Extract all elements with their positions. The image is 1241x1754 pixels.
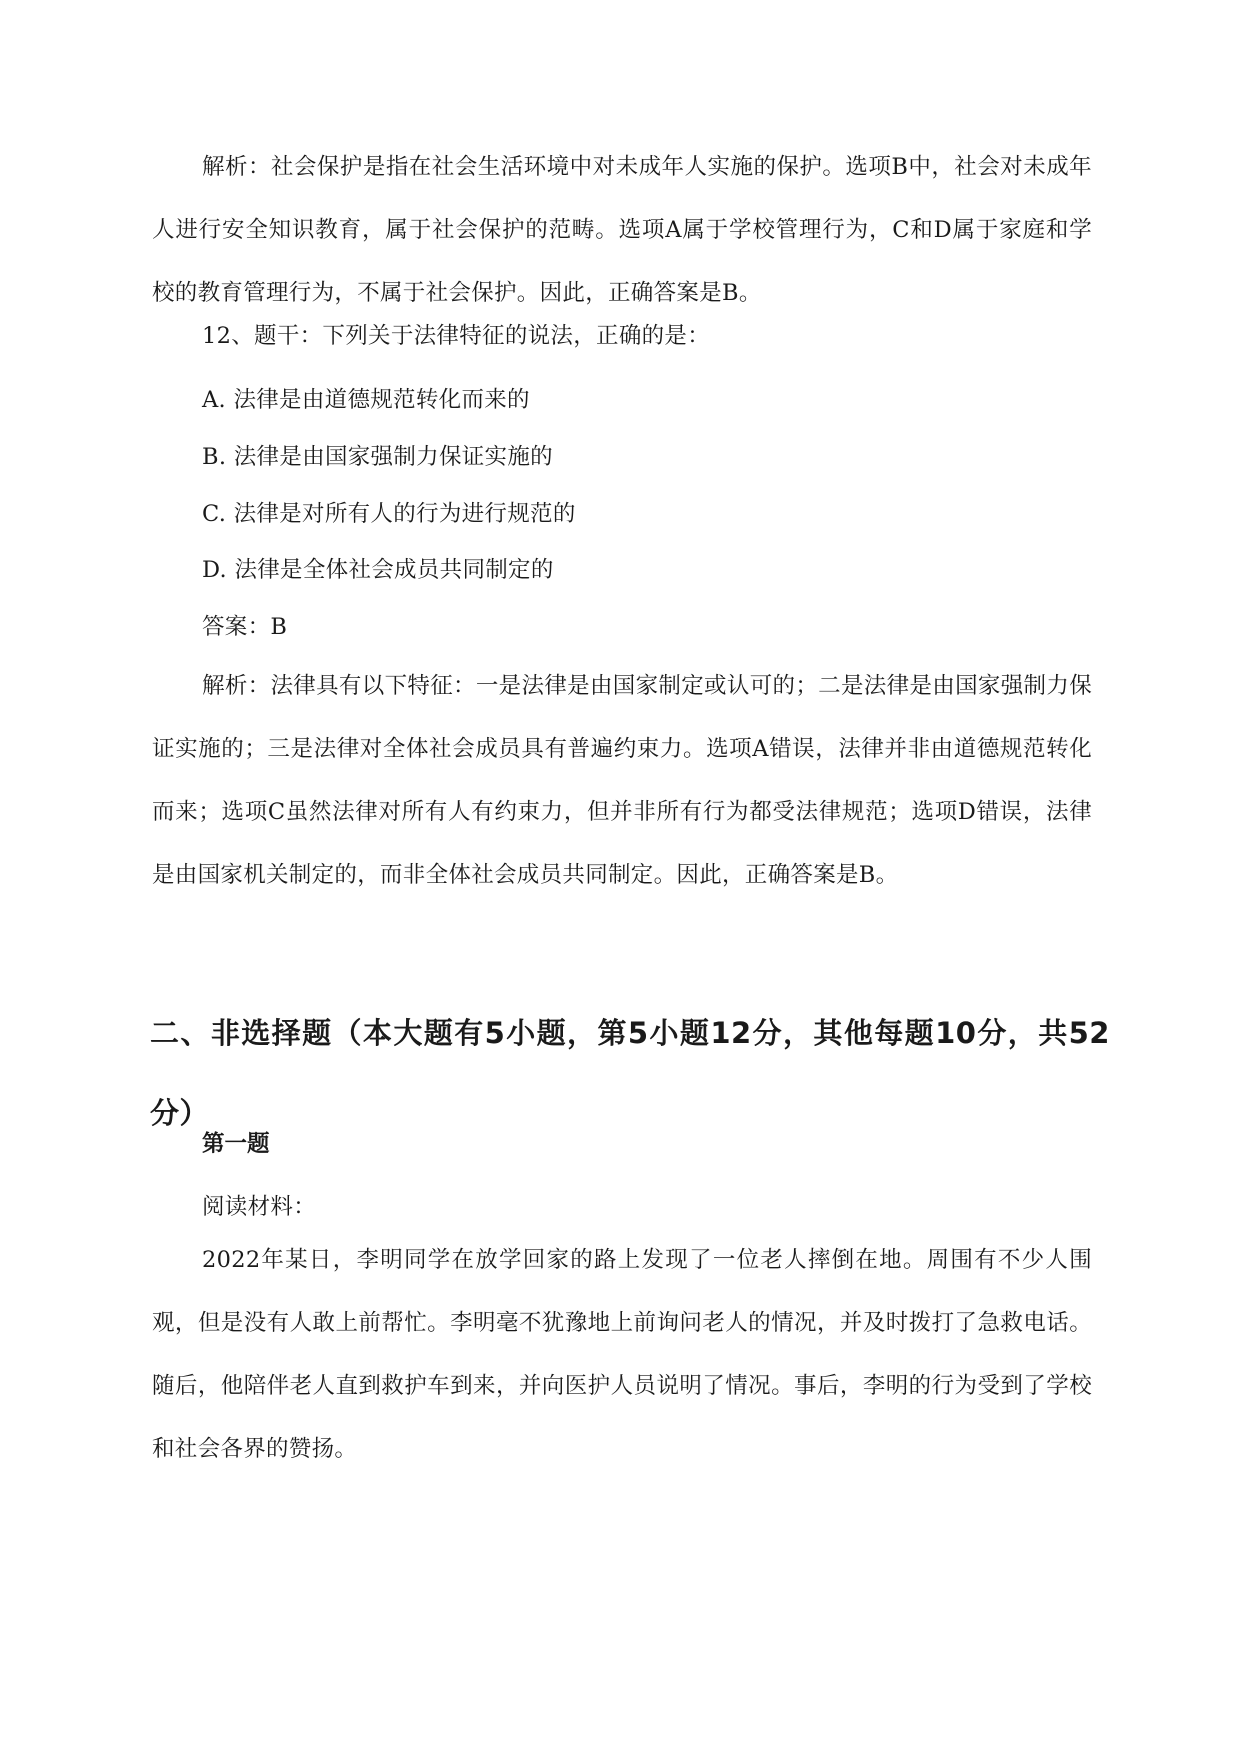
previous-analysis-paragraph: 解析：社会保护是指在社会生活环境中对未成年人实施的保护。选项B中，社会对未成年人进行安全知识教育，属于社会保护的范畴。选项A属于学校管理行为，C和D属于家庭和学校的教育管理行为，不属于社会保护。因此，正确答案是B。 [152,154,1092,306]
option-b: B. 法律是由国家强制力保证实施的 [202,444,553,470]
option-c: C. 法律是对所有人的行为进行规范的 [202,501,576,527]
material-label: 阅读材料： [202,1194,317,1220]
option-d: D. 法律是全体社会成员共同制定的 [202,557,554,583]
question-12-analysis: 解析：法律具有以下特征：一是法律是由国家制定或认可的；二是法律是由国家强制力保证实施的；三是法律对全体社会成员具有普遍约束力。选项A错误，法律并非由道德规范转化而来；选项C虽然法律对所有人有约束力，但并非所有行为都受法律规范；选项D错误，法律是由国家机关制定的，而非全体社会成员共同制定。因此，正确答案是B。 [152,673,1092,888]
section-2-heading: 二、非选择题（本大题有5小题，第5小题12分，其他每题10分，共52分） [150,1016,1110,1130]
question-12-stem: 12、题干：下列关于法律特征的说法，正确的是： [202,323,711,349]
question-12-answer: 答案：B [202,614,288,640]
question-1-title: 第一题 [202,1131,270,1157]
material-paragraph: 2022年某日，李明同学在放学回家的路上发现了一位老人摔倒在地。周围有不少人围观，但是没有人敢上前帮忙。李明毫不犹豫地上前询问老人的情况，并及时拨打了急救电话。随后，他陪伴老人直到救护车到来，并向医护人员说明了情况。事后，李明的行为受到了学校和社会各界的赞扬。 [152,1247,1092,1462]
option-a: A. 法律是由道德规范转化而来的 [202,387,530,413]
